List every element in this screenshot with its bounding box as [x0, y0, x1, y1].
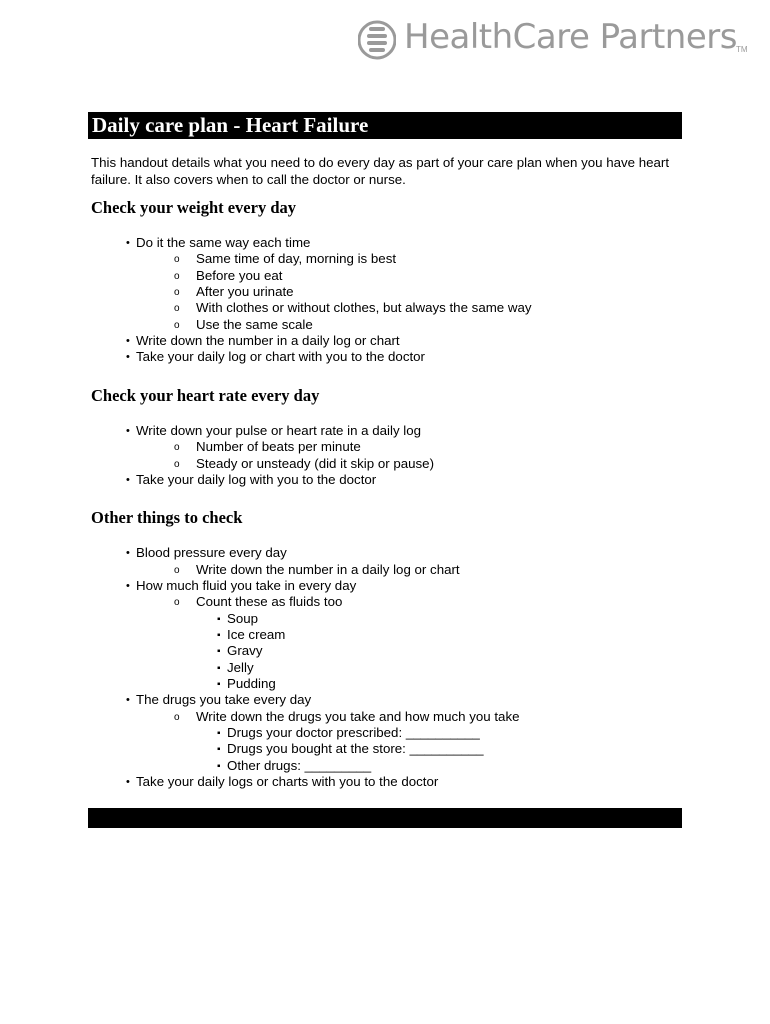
intro-paragraph: This handout details what you need to do every day as part of your care plan when you have heart failure. It also covers when to call the doctor or nurse. [91, 155, 670, 187]
logo-text: HealthCare Partners [404, 17, 737, 57]
list-item: o Same time of day, morning is best [196, 251, 396, 267]
logo-mark-icon [358, 18, 396, 62]
page-title: Daily care plan - Heart Failure [88, 112, 682, 139]
list-item: • Take your daily logs or charts with you to the doctor [128, 774, 438, 790]
list-item: • Write down the number in a daily log or chart [128, 333, 400, 349]
list-item: • How much fluid you take in every day [128, 578, 356, 594]
list-item: ▪ Drugs your doctor prescribed: __________ [217, 725, 480, 741]
list-item: o Steady or unsteady (did it skip or pause) [196, 456, 434, 472]
list-item: o Use the same scale [196, 317, 313, 333]
list-item: o After you urinate [196, 284, 294, 300]
list-item: • Take your daily log or chart with you to the doctor [128, 349, 425, 365]
list-item: • Do it the same way each time [128, 235, 310, 251]
section-heading-weight: Check your weight every day [91, 198, 297, 217]
list-item: • Take your daily log with you to the doctor [128, 472, 376, 488]
list-item: o With clothes or without clothes, but always the same way [196, 300, 532, 316]
list-item: ▪ Drugs you bought at the store: __________ [217, 741, 484, 757]
list-item: ▪ Other drugs: _________ [217, 758, 371, 774]
bottom-divider-bar [88, 808, 682, 828]
list-item: o Write down the drugs you take and how much you take [196, 709, 520, 725]
list-item: o Write down the number in a daily log or chart [196, 562, 460, 578]
list-item: ▪ Soup [217, 611, 258, 627]
list-item: o Before you eat [196, 268, 283, 284]
list-item: o Count these as fluids too [196, 594, 342, 610]
list-item: ▪ Gravy [217, 643, 262, 659]
healthcare-partners-logo [356, 14, 756, 64]
section-heading-heart-rate: Check your heart rate every day [91, 386, 320, 405]
list-item: ▪ Pudding [217, 676, 276, 692]
list-item: • The drugs you take every day [128, 692, 311, 708]
list-item: ▪ Ice cream [217, 627, 285, 643]
list-item: ▪ Jelly [217, 660, 254, 676]
list-item: • Blood pressure every day [128, 545, 287, 561]
logo-trademark: TM [736, 45, 748, 54]
list-item: o Number of beats per minute [196, 439, 361, 455]
list-item: • Write down your pulse or heart rate in a daily log [128, 423, 421, 439]
section-heading-other: Other things to check [91, 508, 243, 527]
